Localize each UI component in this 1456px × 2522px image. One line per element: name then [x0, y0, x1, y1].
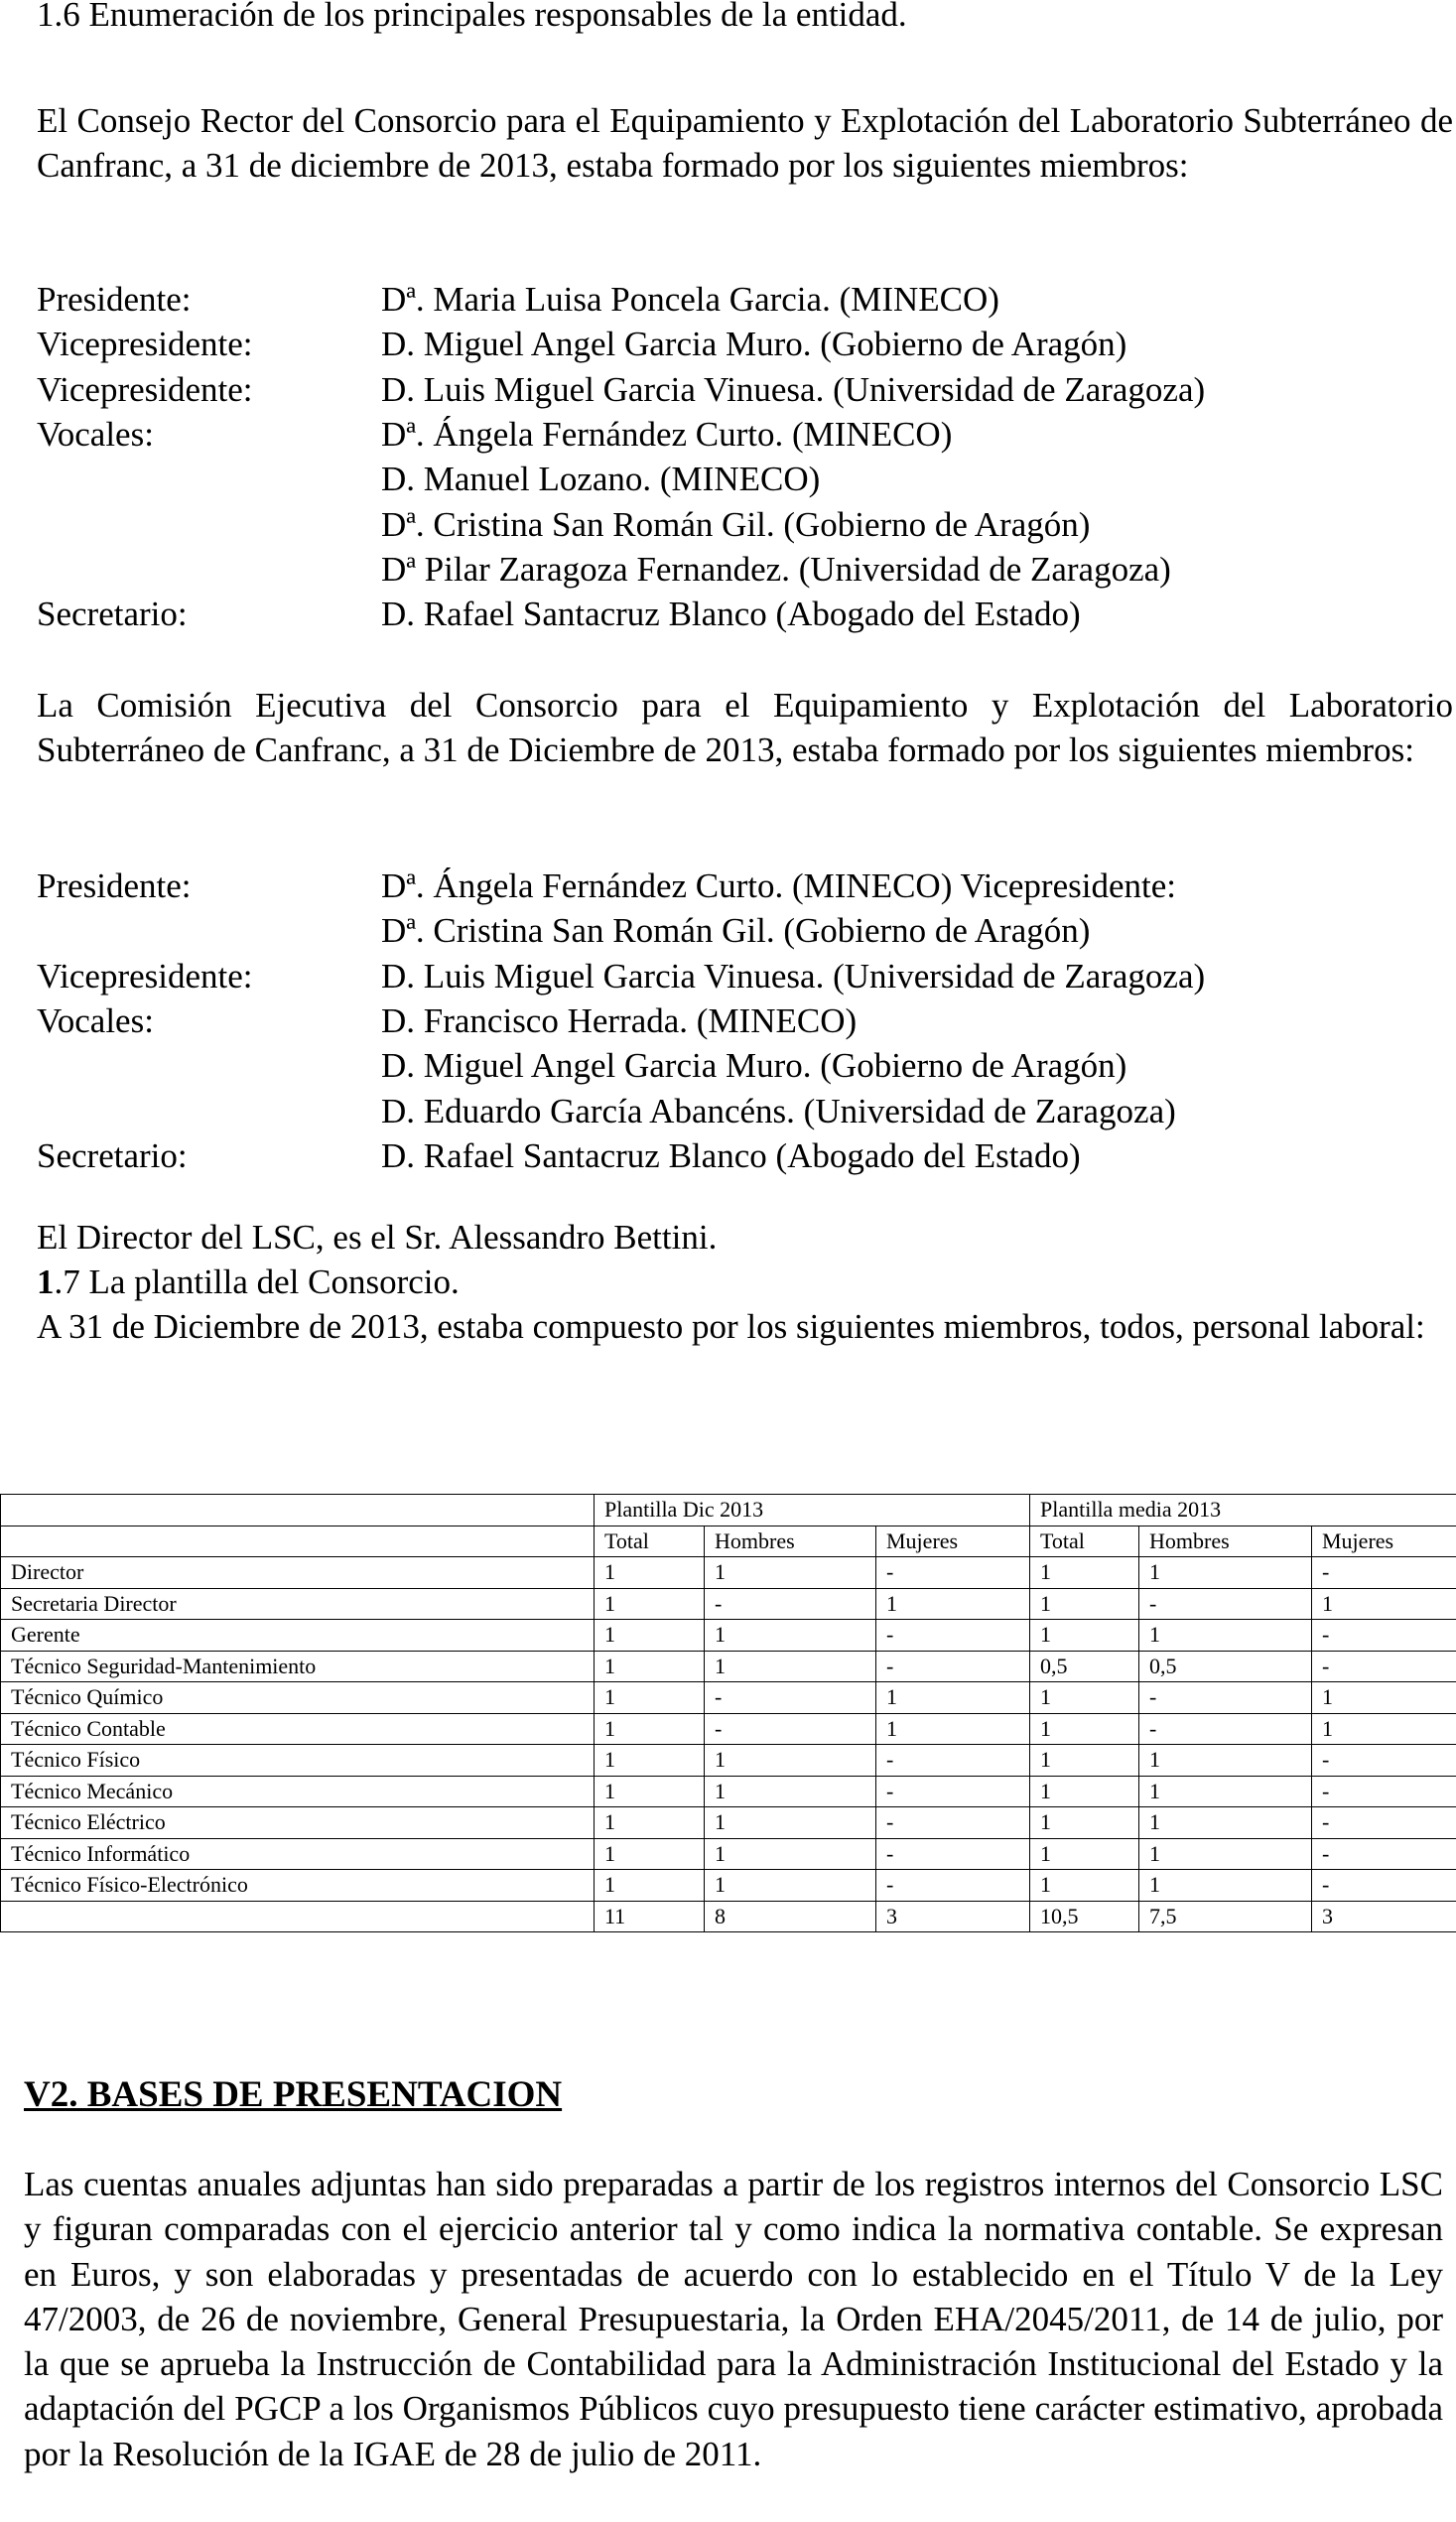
member-role: Presidente:	[37, 280, 192, 320]
value-cell: 0,5	[1030, 1651, 1139, 1682]
value-cell: 1	[1030, 1713, 1139, 1745]
member-row	[37, 1088, 1453, 1132]
table-row	[1, 1651, 1456, 1682]
value-cell: -	[876, 1807, 1030, 1839]
value-cell: 1	[595, 1557, 705, 1589]
member-name: D. Miguel Angel Garcia Muro. (Gobierno de Aragón)	[381, 325, 1127, 364]
comision-ejecutiva-members	[37, 863, 1453, 1178]
value-cell: 1	[595, 1807, 705, 1839]
value-cell: -	[1312, 1651, 1456, 1682]
row-label-cell: Técnico Físico-Electrónico	[1, 1870, 595, 1902]
staff-table-group-header-row	[1, 1495, 1456, 1526]
value-cell: 1	[1030, 1620, 1139, 1652]
member-role: Vicepresidente:	[37, 956, 253, 996]
value-cell: 1	[1139, 1745, 1312, 1777]
member-row	[37, 457, 1453, 501]
value-cell: -	[1312, 1807, 1456, 1839]
member-name: Dª. Ángela Fernández Curto. (MINECO) Vicepresidente:	[381, 866, 1176, 906]
value-cell: 1	[595, 1745, 705, 1777]
value-cell: 1	[595, 1870, 705, 1902]
value-cell: 1	[595, 1838, 705, 1870]
member-name: D. Rafael Santacruz Blanco (Abogado del Estado)	[381, 595, 1081, 634]
sub-header-cell: Total	[595, 1526, 705, 1557]
value-cell: 1	[595, 1713, 705, 1745]
row-label-cell: Técnico Contable	[1, 1713, 595, 1745]
sub-header-cell: Mujeres	[876, 1526, 1030, 1557]
value-cell: 1	[1312, 1713, 1456, 1745]
member-name: Dª. Ángela Fernández Curto. (MINECO)	[381, 415, 953, 455]
value-cell: -	[1139, 1682, 1312, 1714]
section-v2-title: V2. BASES DE PRESENTACION	[24, 2074, 563, 2115]
value-cell: 1	[1030, 1807, 1139, 1839]
member-name: D. Francisco Herrada. (MINECO)	[381, 1001, 858, 1041]
member-name: Dª. Maria Luisa Poncela Garcia. (MINECO)	[381, 280, 999, 320]
value-cell: -	[1312, 1745, 1456, 1777]
director-line: El Director del LSC, es el Sr. Alessandro Bettini.	[37, 1218, 718, 1257]
member-row	[37, 954, 1453, 998]
section-1-7-heading-text: .7 La plantilla del Consorcio.	[54, 1262, 460, 1301]
value-cell: 1	[595, 1651, 705, 1682]
member-name: D. Rafael Santacruz Blanco (Abogado del Estado)	[381, 1135, 1081, 1175]
row-label-cell: Director	[1, 1557, 595, 1589]
value-cell: 1	[705, 1745, 876, 1777]
value-cell: 1	[1139, 1776, 1312, 1807]
row-label-cell: Técnico Informático	[1, 1838, 595, 1870]
value-cell: 1	[1030, 1745, 1139, 1777]
member-name: D. Manuel Lozano. (MINECO)	[381, 460, 821, 499]
value-cell: -	[1139, 1713, 1312, 1745]
value-cell: 11	[595, 1901, 705, 1932]
row-label-cell: Gerente	[1, 1620, 595, 1652]
member-role: Vocales:	[37, 1001, 154, 1041]
member-role: Presidente:	[37, 866, 192, 906]
value-cell: 10,5	[1030, 1901, 1139, 1932]
row-label-cell: Técnico Eléctrico	[1, 1807, 595, 1839]
value-cell: -	[876, 1870, 1030, 1902]
staff-table-label-header-cell	[1, 1526, 595, 1557]
member-row	[37, 863, 1453, 908]
section-1-7-heading-number: 1	[37, 1262, 55, 1301]
value-cell: 1	[595, 1620, 705, 1652]
value-cell: 1	[1139, 1870, 1312, 1902]
row-label-cell: Técnico Seguridad-Mantenimiento	[1, 1651, 595, 1682]
value-cell: -	[705, 1588, 876, 1620]
table-row	[1, 1870, 1456, 1902]
sub-header-cell: Mujeres	[1312, 1526, 1456, 1557]
table-row	[1, 1745, 1456, 1777]
value-cell: 1	[705, 1870, 876, 1902]
value-cell: 7,5	[1139, 1901, 1312, 1932]
section-1-7-heading	[37, 1260, 1453, 1304]
value-cell: -	[1312, 1838, 1456, 1870]
value-cell: 1	[595, 1588, 705, 1620]
group-header-plantilla-dic: Plantilla Dic 2013	[595, 1495, 1030, 1526]
value-cell: 0,5	[1139, 1651, 1312, 1682]
value-cell: 3	[876, 1901, 1030, 1932]
table-row	[1, 1901, 1456, 1932]
table-row	[1, 1620, 1456, 1652]
value-cell: -	[1312, 1620, 1456, 1652]
value-cell: 1	[705, 1620, 876, 1652]
value-cell: 1	[705, 1807, 876, 1839]
table-row	[1, 1713, 1456, 1745]
section-1-6-heading: 1.6 Enumeración de los principales responsables de la entidad.	[37, 0, 907, 34]
table-row	[1, 1588, 1456, 1620]
row-label-cell: Técnico Mecánico	[1, 1776, 595, 1807]
member-role: Vocales:	[37, 415, 154, 455]
member-name: D. Eduardo García Abancéns. (Universidad de Zaragoza)	[381, 1091, 1176, 1130]
value-cell: 1	[705, 1838, 876, 1870]
value-cell: 1	[1030, 1682, 1139, 1714]
staff-table-sub-header-row	[1, 1526, 1456, 1557]
value-cell: -	[705, 1682, 876, 1714]
member-name: D. Luis Miguel Garcia Vinuesa. (Universidad de Zaragoza)	[381, 369, 1206, 409]
member-role: Vicepresidente:	[37, 369, 253, 409]
value-cell: 1	[705, 1776, 876, 1807]
member-name: Dª. Cristina San Román Gil. (Gobierno de Aragón)	[381, 911, 1091, 951]
member-name: D. Miguel Angel Garcia Muro. (Gobierno de Aragón)	[381, 1046, 1127, 1086]
member-row	[37, 322, 1453, 366]
sub-header-cell: Hombres	[1139, 1526, 1312, 1557]
table-row	[1, 1838, 1456, 1870]
value-cell: -	[1139, 1588, 1312, 1620]
consejo-rector-members	[37, 277, 1453, 636]
row-label-cell	[1, 1901, 595, 1932]
member-row	[37, 412, 1453, 457]
member-row	[37, 547, 1453, 592]
sub-header-cell: Total	[1030, 1526, 1139, 1557]
value-cell: 1	[1139, 1838, 1312, 1870]
member-role: Secretario:	[37, 595, 188, 634]
member-role: Secretario:	[37, 1135, 188, 1175]
row-label-cell: Técnico Físico	[1, 1745, 595, 1777]
value-cell: 1	[1030, 1588, 1139, 1620]
value-cell: -	[876, 1838, 1030, 1870]
value-cell: 1	[1030, 1870, 1139, 1902]
value-cell: 1	[1030, 1776, 1139, 1807]
value-cell: 1	[1139, 1557, 1312, 1589]
value-cell: -	[1312, 1557, 1456, 1589]
member-role: Vicepresidente:	[37, 325, 253, 364]
value-cell: 1	[1139, 1620, 1312, 1652]
value-cell: -	[876, 1745, 1030, 1777]
value-cell: 1	[876, 1713, 1030, 1745]
value-cell: 1	[1312, 1682, 1456, 1714]
section-v2-paragraph: Las cuentas anuales adjuntas han sido preparadas a partir de los registros internos del Consorcio LSC y figuran comparadas con el ejercicio anterior tal y como indica la normativa contable. Se expresan en Euros, y son elaboradas y presentadas de acuerdo con lo establecido en el Título V de la Ley 47/2003, de 26 de noviembre, General Presupuestaria, la Orden EHA/2045/2011, de 14 de julio, por la que se aprueba la Instrucción de Contabilidad para la Administración Institucional del Estado y la adaptación del PGCP a los Organismos Públicos cuyo presupuesto tiene carácter estimativo, aprobada por la Resolución de la IGAE de 28 de julio de 2011.	[24, 2165, 1443, 2473]
member-row	[37, 592, 1453, 636]
table-row	[1, 1557, 1456, 1589]
row-label-cell: Técnico Químico	[1, 1682, 595, 1714]
value-cell: 3	[1312, 1901, 1456, 1932]
value-cell: -	[705, 1713, 876, 1745]
value-cell: 1	[876, 1588, 1030, 1620]
member-row	[37, 1133, 1453, 1178]
value-cell: 1	[595, 1682, 705, 1714]
member-row	[37, 501, 1453, 546]
value-cell: 1	[876, 1682, 1030, 1714]
member-name: Dª Pilar Zaragoza Fernandez. (Universidad de Zaragoza)	[381, 549, 1171, 589]
staff-table-corner-cell	[1, 1495, 595, 1526]
table-row	[1, 1776, 1456, 1807]
staff-table	[0, 1494, 1456, 1932]
member-row	[37, 908, 1453, 953]
member-row	[37, 367, 1453, 412]
value-cell: 1	[1312, 1588, 1456, 1620]
member-row	[37, 1043, 1453, 1088]
value-cell: 1	[595, 1776, 705, 1807]
value-cell: -	[876, 1557, 1030, 1589]
value-cell: -	[1312, 1776, 1456, 1807]
table-row	[1, 1682, 1456, 1714]
value-cell: 1	[705, 1557, 876, 1589]
member-name: Dª. Cristina San Román Gil. (Gobierno de Aragón)	[381, 504, 1091, 544]
value-cell: -	[876, 1651, 1030, 1682]
member-row	[37, 998, 1453, 1043]
table-row	[1, 1807, 1456, 1839]
sub-header-cell: Hombres	[705, 1526, 876, 1557]
comision-intro-paragraph: La Comisión Ejecutiva del Consorcio para el Equipamiento y Explotación del Laboratorio Subterráneo de Canfranc, a 31 de Diciembre de 2013, estaba formado por los siguientes miembros:	[37, 686, 1453, 769]
section-1-7-intro: A 31 de Diciembre de 2013, estaba compuesto por los siguientes miembros, todos, personal laboral:	[37, 1307, 1425, 1346]
value-cell: 1	[1030, 1838, 1139, 1870]
value-cell: -	[876, 1620, 1030, 1652]
row-label-cell: Secretaria Director	[1, 1588, 595, 1620]
value-cell: 8	[705, 1901, 876, 1932]
member-row	[37, 277, 1453, 322]
value-cell: 1	[1030, 1557, 1139, 1589]
value-cell: 1	[1139, 1807, 1312, 1839]
value-cell: 1	[705, 1651, 876, 1682]
value-cell: -	[1312, 1870, 1456, 1902]
group-header-plantilla-media: Plantilla media 2013	[1030, 1495, 1456, 1526]
consejo-intro-paragraph: El Consejo Rector del Consorcio para el Equipamiento y Explotación del Laboratorio Subterráneo de Canfranc, a 31 de diciembre de 2013, estaba formado por los siguientes miembros:	[37, 101, 1453, 185]
member-name: D. Luis Miguel Garcia Vinuesa. (Universidad de Zaragoza)	[381, 956, 1206, 996]
value-cell: -	[876, 1776, 1030, 1807]
